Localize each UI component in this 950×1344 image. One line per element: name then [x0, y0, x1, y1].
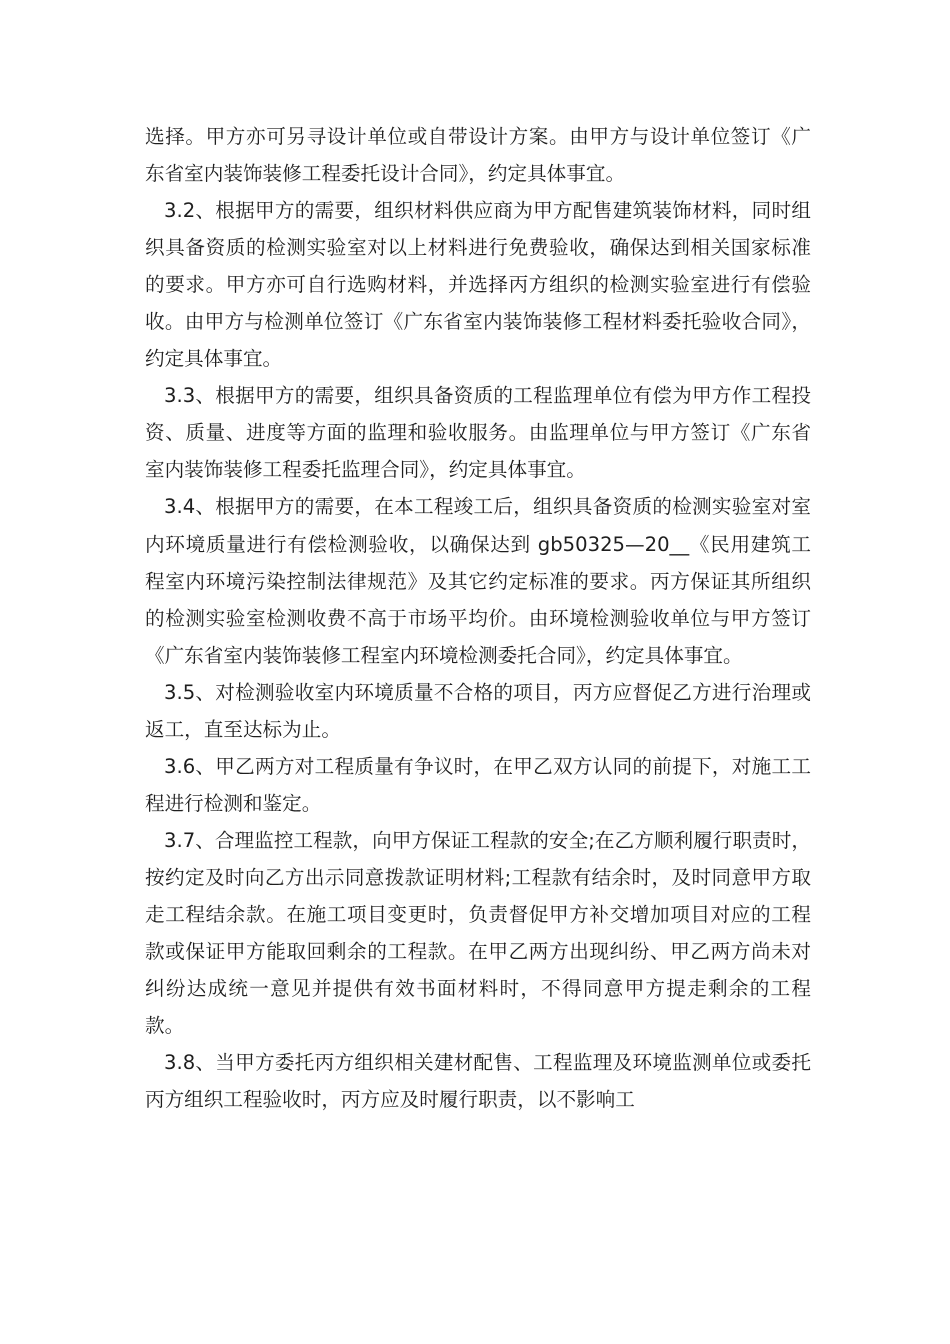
- paragraph-3-7: 3.7、合理监控工程款，向甲方保证工程款的安全;在乙方顺利履行职责时，按约定及时向乙方出示同意拨款证明材料;工程款有结余时，及时同意甲方取走工程结余款。在施工项目变更时，负责督促甲方补交增加项目对应的工程款或保证甲方能取回剩余的工程款。在甲乙两方出现纠纷、甲乙两方尚未对纠纷达成统一意见并提供有效书面材料时，不得同意甲方提走剩余的工程款。: [145, 828, 811, 1038]
- paragraph-continuation: 选择。甲方亦可另寻设计单位或自带设计方案。由甲方与设计单位签订《广东省室内装饰装修工程委托设计合同》，约定具体事宜。: [145, 125, 811, 186]
- paragraph-3-5: 3.5、对检测验收室内环境质量不合格的项目，丙方应督促乙方进行治理或返工，直至达标为止。: [145, 680, 811, 741]
- paragraph-3-2: 3.2、根据甲方的需要，组织材料供应商为甲方配售建筑装饰材料，同时组织具备资质的检测实验室对以上材料进行免费验收，确保达到相关国家标准的要求。甲方亦可自行选购材料，并选择丙方组织的检测实验室进行有偿验收。由甲方与检测单位签订《广东省室内装饰装修工程材料委托验收合同》，约定具体事宜。: [145, 199, 811, 371]
- paragraph-3-3: 3.3、根据甲方的需要，组织具备资质的工程监理单位有偿为甲方作工程投资、质量、进度等方面的监理和验收服务。由监理单位与甲方签订《广东省室内装饰装修工程委托监理合同》，约定具体事宜。: [145, 384, 811, 482]
- paragraph-3-8: 3.8、当甲方委托丙方组织相关建材配售、工程监理及环境监测单位或委托丙方组织工程验收时，丙方应及时履行职责，以不影响工: [145, 1051, 811, 1112]
- paragraph-3-4: 3.4、根据甲方的需要，在本工程竣工后，组织具备资质的检测实验室对室内环境质量进行有偿检测验收，以确保达到 gb50325—20__《民用建筑工程室内环境污染控制法律规范》及其它约定标准的要求。丙方保证其所组织的检测实验室检测收费不高于市场平均价。由环境检测验收单位与甲方签订《广东省室内装饰装修工程室内环境检测委托合同》，约定具体事宜。: [145, 495, 811, 667]
- document-body: [145, 118, 811, 1118]
- paragraph-3-6: 3.6、甲乙两方对工程质量有争议时，在甲乙双方认同的前提下，对施工工程进行检测和鉴定。: [145, 754, 811, 815]
